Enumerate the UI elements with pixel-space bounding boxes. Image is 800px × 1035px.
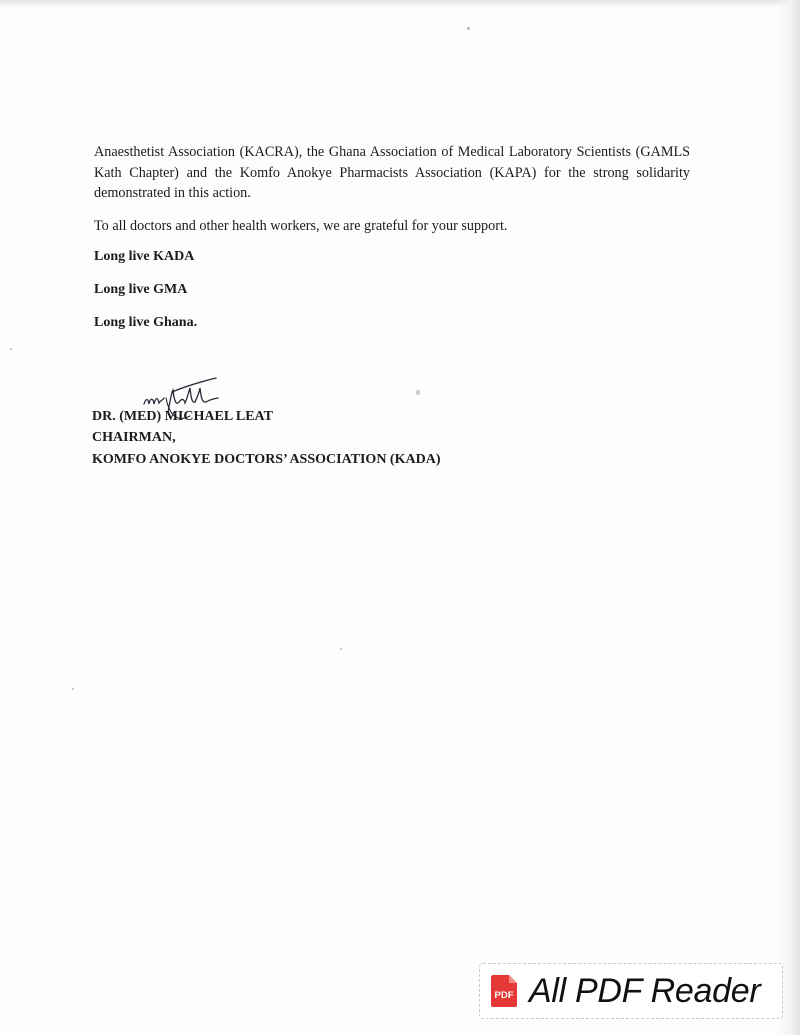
signatory-name: DR. (MED) MICHAEL LEAT (92, 409, 273, 424)
closing-paragraph-gratitude: To all doctors and other health workers, we are grateful for your support. (94, 218, 508, 234)
signatory-title: CHAIRMAN, (92, 430, 176, 445)
scan-speck (10, 348, 12, 350)
slogan-line: Long live Ghana. (94, 315, 198, 330)
scan-speck (416, 390, 420, 395)
watermark-brand-text: All PDF Reader (529, 971, 761, 1010)
pdf-icon-label: PDF (494, 990, 514, 1001)
slogan-line: Long live GMA (94, 282, 188, 297)
signatory-organization: KOMFO ANOKYE DOCTORS’ ASSOCIATION (KADA) (92, 452, 441, 467)
scan-speck (467, 27, 470, 30)
app-watermark (479, 963, 783, 1019)
paper-right-edge (778, 0, 800, 1035)
scan-speck (340, 648, 342, 650)
pdf-file-icon (489, 974, 519, 1008)
slogan-line: Long live KADA (94, 249, 195, 264)
closing-paragraph-acknowledgements: Anaesthetist Association (KACRA), the Ghana Association of Medical Laboratory Scientists (GAMLS Kath Chapter) and the Komfo Anokye Pharmacists Association (KAPA) for the strong solidarity demonstrated in this action. (94, 144, 690, 201)
scan-speck (72, 688, 74, 690)
paper-top-edge (0, 0, 800, 8)
